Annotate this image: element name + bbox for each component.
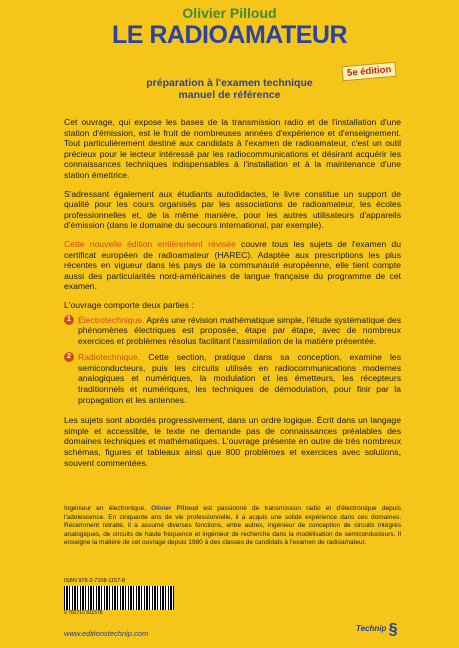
part-2-text: Cette section, pratique dans sa conception, examine les semiconducteurs, puis les circuits utilisés en radiocommunications modernes analogiques et numériques, la modulation et les émetteurs, les récepteurs traditionnels et numériques, les techniques de démodulation, pour finir par la propagation et les antennes. xyxy=(78,352,401,405)
publisher-logo xyxy=(356,621,398,639)
part-2 xyxy=(64,352,401,405)
bio-pre: Ingénieur en électronique, xyxy=(64,505,152,512)
book-subtitle xyxy=(0,77,459,101)
author-bio xyxy=(64,505,401,548)
part-1-number-icon: 1 xyxy=(64,315,74,325)
back-cover-text xyxy=(64,117,401,476)
barcode-icon xyxy=(64,586,174,610)
part-2-label: Radiotechnique. xyxy=(78,352,141,363)
publisher-name: Technip xyxy=(356,624,387,633)
bio-text: est passionné de transmission radio et d'électronique depuis l'adolescence. En cinquante ans de vie professionnelle, il a acquis une solide expérience dans ces domaines. Récemment retraité, il a assumé diverses fonctions, entre autres, ingénieur de conception de circuits intégrés analogiques, de circuits de haute fréquence et ingénieur de recherche dans la modélisation de semiconducteurs. Il enseigne la matière de cet ouvrage depuis 1980 à des classes de candidats à l'examen de radioamateur. xyxy=(64,505,401,547)
barcode-block xyxy=(64,578,176,616)
paragraph-intro: Cet ouvrage, qui expose les bases de la transmission radio et de l'installation d'une station d'émission, est le fruit de nombreuses années d'expérience et d'enseignement. Tout particulièrement destiné aux candidats à l'examen de radioamateur, c'est un outil précieux pour le lecteur intéressé par les radiocommunications et désirant acquérir les connaissances techniques indispensables à l'installation et à la maintenance d'une station émettrice. xyxy=(64,117,401,180)
bio-author-name: Olivier Pilloud xyxy=(151,505,199,512)
paragraph-approach: Les sujets sont abordés progressivement, dans un ordre logique. Écrit dans un langage simple et accessible, le texte ne demande pas de connaissances préalables des domaines techniques et mathématiques. L'ouvrage présente en outre de très nombreux schémas, figures et tableaux ainsi que 800 problèmes et exercices avec solutions, souvent commentées. xyxy=(64,415,401,468)
paragraph-edition xyxy=(64,239,401,292)
part-1-text: Après une révision mathématique simple, l'étude systématique des phénomènes électriques est proposée, étape par étape, avec de nombreux exercices et problèmes résolus facilitant l'assimilation de la matière présentée. xyxy=(78,314,401,346)
edition-text: couvre tous les sujets de l'examen du certificat européen de radioamateur (HAREC). Adaptée aux prescriptions les plus récentes en vigueur dans les pays de la communauté européenne, elle tient compte aussi des particularités nord-américaines de langue française du programme de cet examen. xyxy=(64,238,401,292)
parts-intro: L'ouvrage comporte deux parties : xyxy=(64,299,194,310)
edition-badge: 5e édition xyxy=(341,62,396,82)
edition-highlight: Cette nouvelle édition entièrement révisée xyxy=(64,238,236,249)
barcode-number: 9 782710 811578 xyxy=(64,610,103,616)
author-name: Olivier Pilloud xyxy=(182,5,277,21)
part-1 xyxy=(64,315,401,347)
subtitle-line-2: manuel de référence xyxy=(178,89,281,101)
publisher-website[interactable]: www.editionstechnip.com xyxy=(64,629,149,638)
isbn-text: ISBN 978-2-7108-1157-8 xyxy=(64,578,126,584)
part-2-number-icon: 2 xyxy=(64,352,74,362)
paragraph-audience: S'adressant également aux étudiants autodidactes, le livre constitue un support de qualité pour les cours organisés par les associations de radioamateur, les écoles professionnelles et, de la même manière, pour les autres utilisateurs d'appareils d'émission (dans le domaine du secours international, par exemple). xyxy=(64,188,401,231)
book-title: LE RADIOAMATEUR xyxy=(111,21,348,49)
publisher-mark-icon: § xyxy=(388,621,398,638)
subtitle-line-1: préparation à l'examen technique xyxy=(146,77,313,89)
part-1-label: Électrotechnique. xyxy=(78,314,145,325)
